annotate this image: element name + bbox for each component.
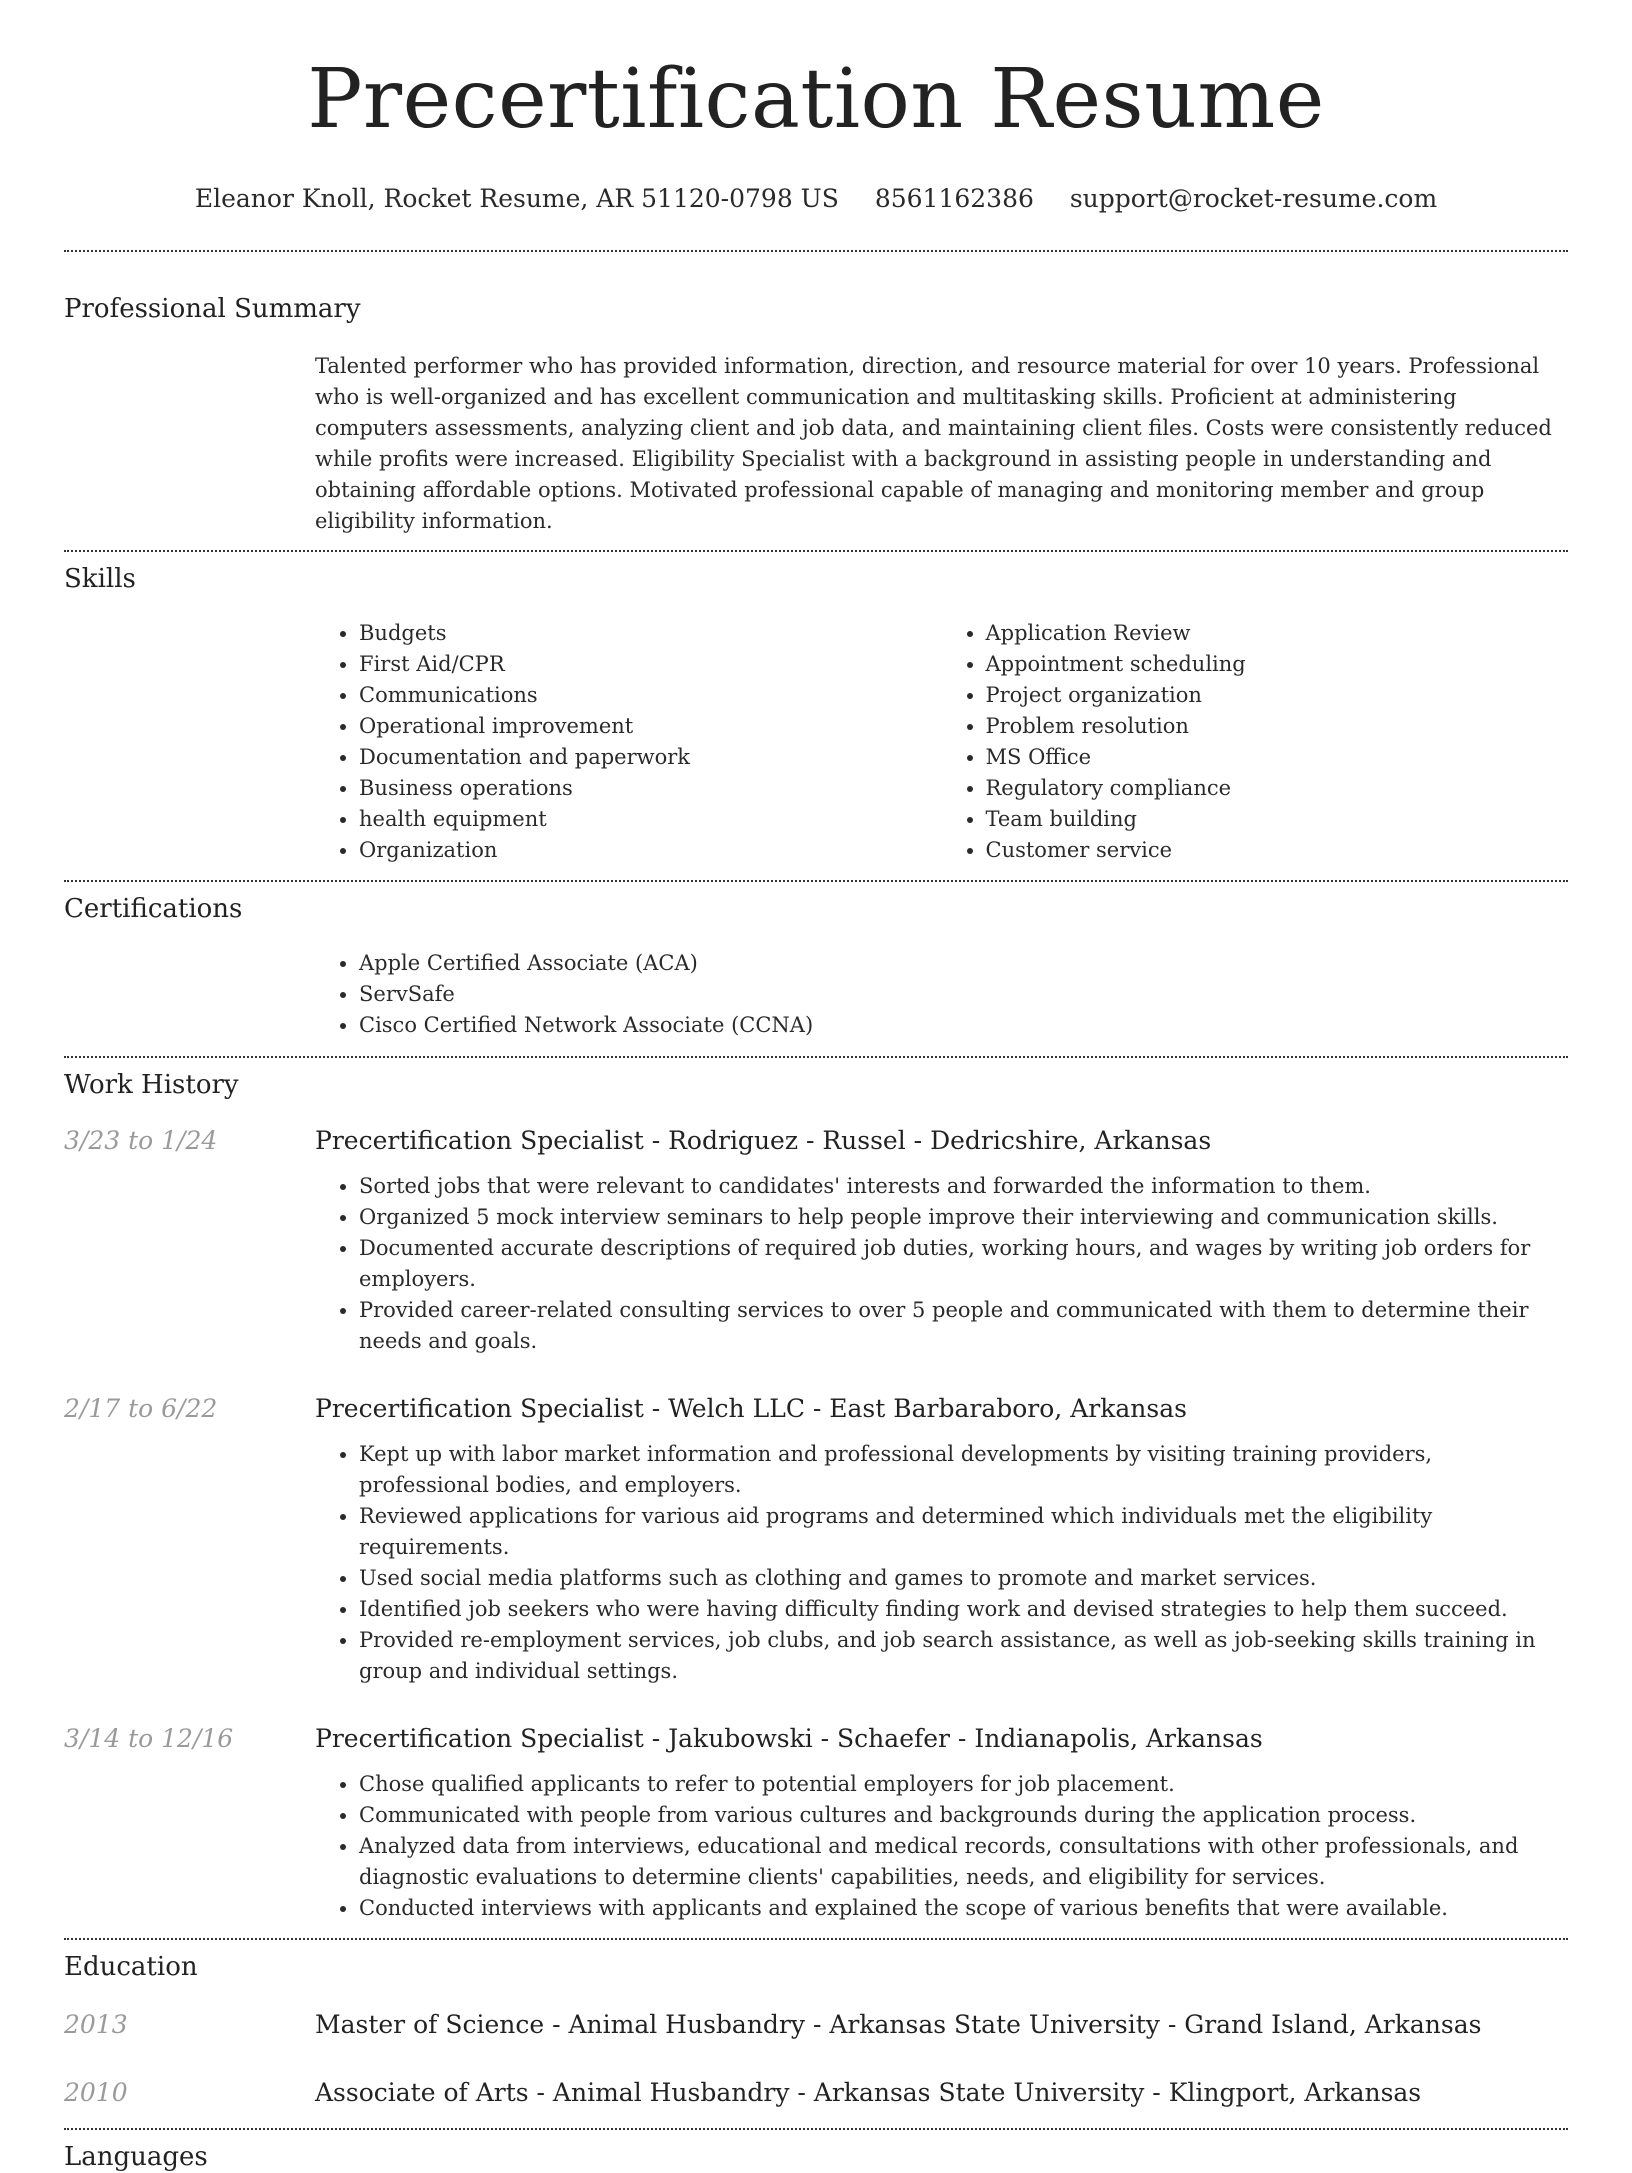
skill-item: • Problem resolution	[986, 711, 1569, 742]
languages-section	[64, 2130, 1568, 2173]
job-bullet: • Documented accurate descriptions of required job duties, working hours, and wages by writing job orders for employers.	[359, 1233, 1568, 1295]
skill-item: • health equipment	[359, 804, 942, 835]
education-title: Associate of Arts - Animal Husbandry - Arkansas State University - Klingport, Arkansas	[315, 2078, 1422, 2107]
skill-item: • Business operations	[359, 773, 942, 804]
skill-item: • Appointment scheduling	[986, 649, 1569, 680]
section-heading-languages: Languages	[64, 2142, 208, 2172]
job-bullets	[315, 1439, 1568, 1687]
skill-item: • Regulatory compliance	[986, 773, 1569, 804]
skills-list-left	[315, 618, 942, 866]
section-heading-certifications: Certifications	[64, 894, 243, 924]
resume-title: Precertification Resume	[307, 52, 1325, 147]
education-entry	[64, 2009, 1568, 2041]
job-bullet: • Conducted interviews with applicants and explained the scope of various benefits that were available.	[359, 1893, 1568, 1924]
work-history-section	[64, 1058, 1568, 1938]
skill-item: • Documentation and paperwork	[359, 742, 942, 773]
skills-list-right	[942, 618, 1569, 866]
job-bullets	[315, 1769, 1568, 1924]
education-date: 2013	[64, 2010, 128, 2039]
skill-item: • First Aid/CPR	[359, 649, 942, 680]
job-bullet: • Kept up with labor market information and professional developments by visiting training providers, professional bodies, and employers.	[359, 1439, 1568, 1501]
job-bullet: • Chose qualified applicants to refer to potential employers for job placement.	[359, 1769, 1568, 1800]
certification-item: • Apple Certified Associate (ACA)	[359, 948, 1568, 979]
job-title: Precertification Specialist - Jakubowski - Schaefer - Indianapolis, Arkansas	[315, 1724, 1263, 1753]
skill-item: • Budgets	[359, 618, 942, 649]
certification-item: • ServSafe	[359, 979, 1568, 1010]
skill-item: • Team building	[986, 804, 1569, 835]
job-entry	[64, 1393, 1568, 1687]
section-heading-education: Education	[64, 1952, 198, 1982]
job-entry	[64, 1125, 1568, 1357]
job-date: 2/17 to 6/22	[64, 1394, 218, 1423]
certifications-section	[64, 882, 1568, 1056]
education-section	[64, 1940, 1568, 2128]
job-bullets	[315, 1171, 1568, 1357]
skill-item: • Customer service	[986, 835, 1569, 866]
skills-section	[64, 552, 1568, 880]
job-bullet: • Communicated with people from various cultures and backgrounds during the application process.	[359, 1800, 1568, 1831]
skill-item: • Organization	[359, 835, 942, 866]
education-entry	[64, 2077, 1568, 2128]
job-bullet: • Identified job seekers who were having difficulty finding work and devised strategies to help them succeed.	[359, 1594, 1568, 1625]
certification-item: • Cisco Certified Network Associate (CCNA)	[359, 1010, 1568, 1041]
section-heading-work-history: Work History	[64, 1070, 239, 1100]
job-bullet: • Used social media platforms such as clothing and games to promote and market services.	[359, 1563, 1568, 1594]
job-bullet: • Reviewed applications for various aid programs and determined which individuals met the eligibility requirements.	[359, 1501, 1568, 1563]
summary-section	[64, 252, 1568, 550]
job-bullet: • Organized 5 mock interview seminars to help people improve their interviewing and communication skills.	[359, 1202, 1568, 1233]
skill-item: • Project organization	[986, 680, 1569, 711]
job-date: 3/23 to 1/24	[64, 1126, 218, 1155]
skill-item: • Application Review	[986, 618, 1569, 649]
contact-phone: 8561162386	[874, 184, 1034, 213]
job-bullet: • Provided re-employment services, job clubs, and job search assistance, as well as job-seeking skills training in group and individual settings.	[359, 1625, 1568, 1687]
contact-line	[64, 184, 1568, 214]
skill-item: • Communications	[359, 680, 942, 711]
job-title: Precertification Specialist - Rodriguez - Russel - Dedricshire, Arkansas	[315, 1126, 1212, 1155]
summary-text: Talented performer who has provided information, direction, and resource material for over 10 years. Professional who is well-organized and has excellent communication and multitasking skills. Proficient at administering computers assessments, analyzing client and job data, and maintaining client files. Costs were consistently reduced while profits were increased. Eligibility Specialist with a background in assisting people in understanding and obtaining affordable options. Motivated professional capable of managing and monitoring member and group eligibility information.	[315, 354, 1552, 533]
resume-page	[64, 0, 1568, 2173]
section-heading-summary: Professional Summary	[64, 294, 361, 324]
skill-item: • MS Office	[986, 742, 1569, 773]
skill-item: • Operational improvement	[359, 711, 942, 742]
certifications-list	[315, 948, 1568, 1041]
job-date: 3/14 to 12/16	[64, 1724, 234, 1753]
section-heading-skills: Skills	[64, 564, 136, 594]
job-bullet: • Analyzed data from interviews, educational and medical records, consultations with other professionals, and diagnostic evaluations to determine clients' capabilities, needs, and eligibility for services.	[359, 1831, 1568, 1893]
education-title: Master of Science - Animal Husbandry - Arkansas State University - Grand Island, Arkansas	[315, 2010, 1482, 2039]
contact-address: Eleanor Knoll, Rocket Resume, AR 51120-0798 US	[194, 184, 839, 213]
contact-email: support@rocket-resume.com	[1069, 184, 1438, 213]
job-title: Precertification Specialist - Welch LLC - East Barbaraboro, Arkansas	[315, 1394, 1187, 1423]
job-entry	[64, 1723, 1568, 1938]
education-date: 2010	[64, 2078, 128, 2107]
job-bullet: • Provided career-related consulting services to over 5 people and communicated with them to determine their needs and goals.	[359, 1295, 1568, 1357]
job-bullet: • Sorted jobs that were relevant to candidates' interests and forwarded the information to them.	[359, 1171, 1568, 1202]
